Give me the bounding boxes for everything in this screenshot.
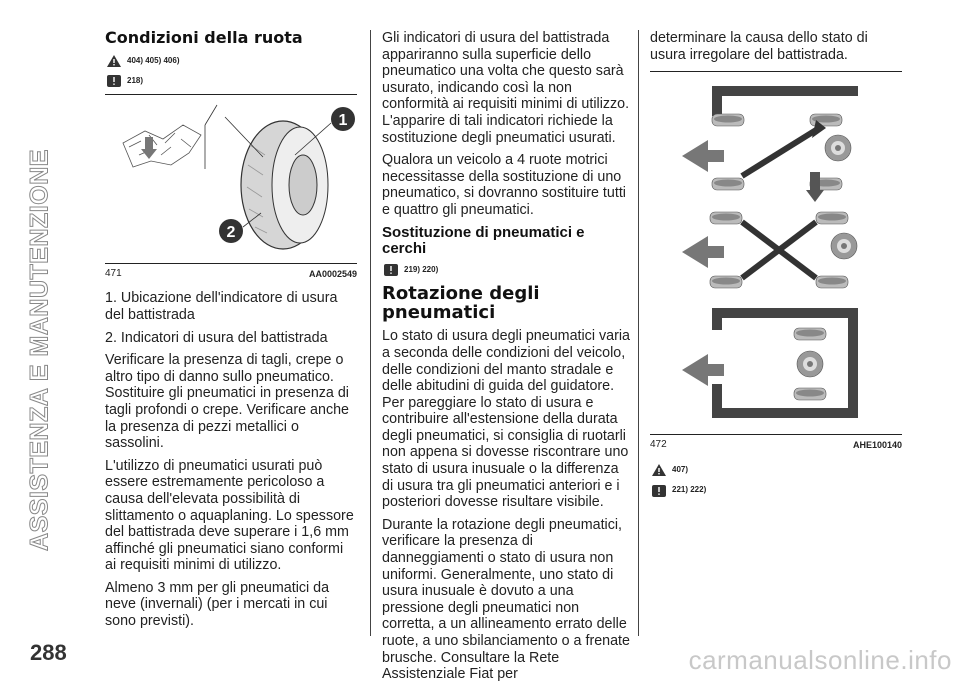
watermark: carmanualsonline.info <box>688 645 952 675</box>
paragraph: Almeno 3 mm per gli pneumatici da neve (invernali) (per i mercati in cui sono previsti). <box>105 579 330 630</box>
paragraph: 1. Ubicazione dell'indicatore di usura del battistrada <box>105 290 338 323</box>
rotation-diagram <box>650 72 902 434</box>
figure-number: 472 <box>650 439 667 451</box>
column-divider <box>638 30 639 636</box>
figure-code: AHE100140 <box>852 440 902 451</box>
paragraph: Verificare la presenza di tagli, crepe o altro tipo di danno sullo pneumatico. Sostituire gli pneumatici in presenza di tagli profondi o crepe. Verificare anche la presenza di pezzi metallici o sassolini. <box>105 352 349 452</box>
rotation-pattern-2 <box>682 212 857 288</box>
warning-ref <box>652 462 902 479</box>
warning-ref-text: 221) 222) <box>672 485 707 495</box>
section-title: Condizioni della ruota <box>105 28 303 47</box>
callout-1: 1 <box>338 111 348 129</box>
caution-icon <box>107 75 121 87</box>
paragraph: 2. Indicatori di usura del battistrada <box>105 329 328 346</box>
section-title: Rotazione degli pneumatici <box>382 283 540 324</box>
column-divider <box>370 30 371 636</box>
warning-ref-text: 407) <box>672 464 689 474</box>
figure-tire-wear <box>105 94 357 264</box>
rotation-pattern-1 <box>682 86 858 202</box>
warning-ref <box>107 53 357 70</box>
rotation-pattern-3 <box>682 308 858 418</box>
figure-code: AA0002549 <box>308 268 357 279</box>
warning-ref-text: 218) <box>127 76 144 86</box>
warning-icon <box>652 464 666 476</box>
warning-icon <box>107 55 121 67</box>
paragraph: Durante la rotazione degli pneumatici, verificare la presenza di danneggiamenti o stato di usura non uniformi. Generalmente, uno stato di usura inusuale è dovuto a una pressione degli pneumatici non corretta, a un allineamento errato delle ruote, a uno sbilanciamento o a frenate brusche. Consultare la Rete Assistenziale Fiat per <box>382 516 630 683</box>
caution-icon <box>652 485 666 497</box>
paragraph: Qualora un veicolo a 4 ruote motrici necessitasse della sostituzione di uno pneumatico, si dovranno sostituire tutti e quattro gli pneumatici. <box>382 152 626 218</box>
figure-tire-rotation <box>650 71 902 435</box>
figure-number: 471 <box>105 267 122 279</box>
figure-caption <box>650 437 902 454</box>
warning-ref <box>652 482 902 499</box>
warning-ref <box>384 262 630 279</box>
page-number: 288 <box>30 640 67 665</box>
section-side-title: ASSISTENZA E MANUTENZIONE <box>25 149 54 551</box>
paragraph: determinare la causa dello stato di usura irregolare del battistrada. <box>650 30 868 63</box>
tire-illustration <box>105 95 357 263</box>
paragraph: Gli indicatori di usura del battistrada appariranno sulla superficie dello pneumatico una volta che questo sarà usurato, indicando così la non conformità ai requisiti minimi di utilizzo. L'apparire di tali indicatori richiede la sostituzione degli pneumatici usurati. <box>382 30 630 146</box>
warning-ref-text: 219) 220) <box>404 264 439 274</box>
callout-2: 2 <box>226 223 236 241</box>
figure-caption <box>105 266 357 283</box>
warning-ref <box>107 73 357 90</box>
column-1 <box>105 30 357 636</box>
subsection-title: Sostituzione di pneumatici e cerchi <box>382 223 585 258</box>
column-2 <box>382 30 630 689</box>
caution-icon <box>384 264 398 276</box>
warning-ref-text: 404) 405) 406) <box>127 55 180 65</box>
paragraph: Lo stato di usura degli pneumatici varia a seconda delle condizioni del veicolo, delle condizioni del manto stradale e delle abitudini di guida del guidatore. Per pareggiare lo stato di usura e contribuire all'estensione della durata degli pneumatici, si consiglia di ruotarli non appena si dovesse riscontrare uno stato di usura inusuale o la differenza di usura tra gli pneumatici anteriori e i posteriori dovesse risultare visibile. <box>382 328 630 511</box>
column-3 <box>650 30 902 503</box>
paragraph: L'utilizzo di pneumatici usurati può essere estremamente pericoloso a causa dell'elevata possibilità di slittamento o aquaplaning. Lo spessore del battistrada deve superare i 1,6 mm affinché gli pneumatici siano conformi ai requisiti minimi di utilizzo. <box>105 457 354 574</box>
